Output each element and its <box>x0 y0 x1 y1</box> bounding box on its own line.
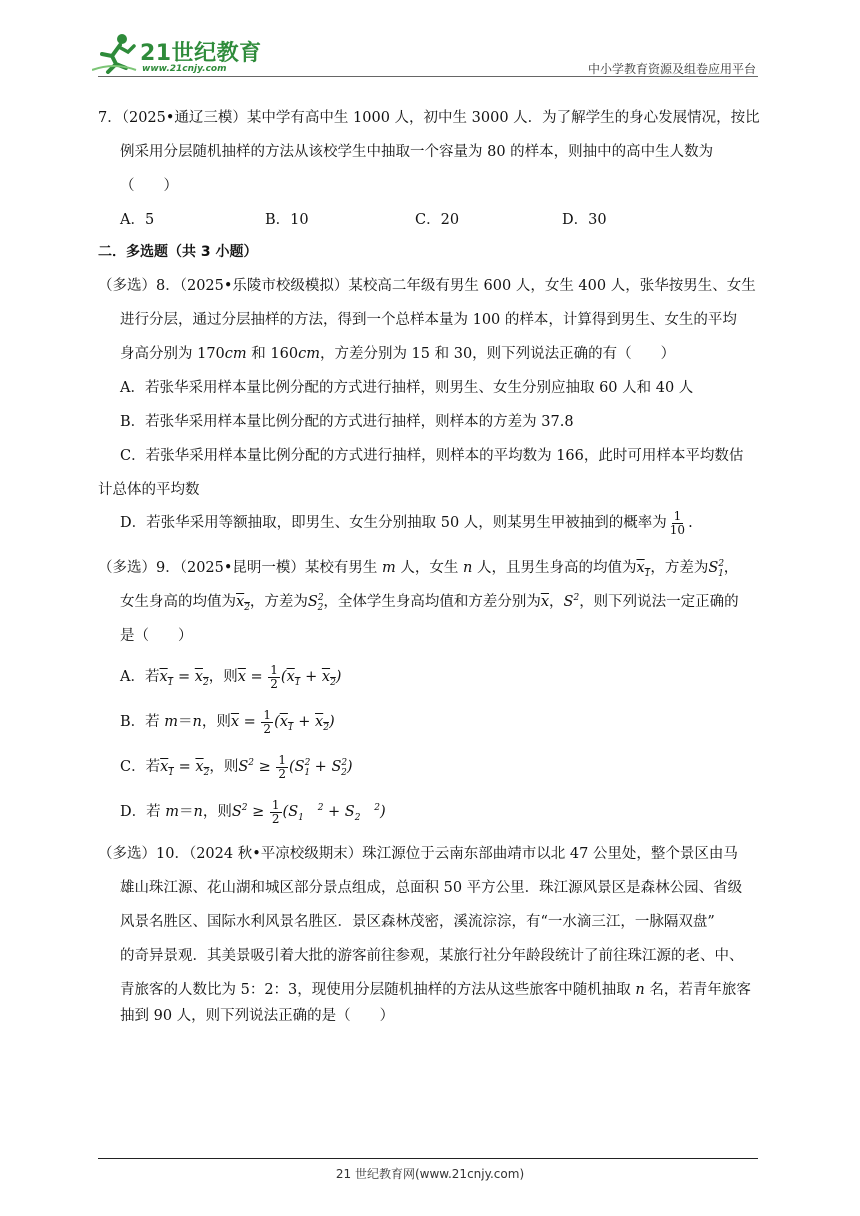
q7-option-d: D．30 <box>562 212 607 228</box>
q9-option-b: B．若 m＝n，则$\overline{x}$ = $\frac{1}{2}$ $(x_1 + x_2)$ <box>120 708 335 736</box>
footer-divider <box>98 1158 758 1159</box>
q7-line1: 7．（2025•通辽三模）某中学有高中生 1000 人，初中生 3000 人．为了解学生的身心发展情况，按比 <box>98 110 760 126</box>
q8-option-c1: C．若张华采用样本量比例分配的方式进行抽样，则样本的平均数为 166，此时可用样本平均数估 <box>120 448 744 464</box>
q7-option-b: B．10 <box>265 212 309 228</box>
q8-line3: 身高分别为 170cm 和 160cm，方差分别为 15 和 30，则下列说法正确的有（ ） <box>120 346 676 362</box>
section-title: 二．多选题（共 3 小题） <box>98 244 258 260</box>
q9-line1: （多选）9．（2025•昆明一模）某校有男生 m 人，女生 n 人，且男生身高的均值为$x_1$，方差为$S^2_1$， <box>98 559 739 579</box>
header-divider <box>98 76 758 77</box>
q8-line1: （多选）8．（2025•乐陵市校级模拟）某校高二年级有男生 600 人，女生 400 人，张华按男生、女生 <box>98 278 756 294</box>
site-logo <box>92 30 272 78</box>
logo-text: 21世纪教育 <box>140 41 262 66</box>
runner-icon <box>92 32 138 74</box>
fraction: $\frac{1}{10}$ <box>669 509 686 537</box>
q9-line3: 是（ ） <box>120 628 193 644</box>
q8-line2: 进行分层，通过分层抽样的方法，得到一个总样本量为 100 的样本，计算得到男生、女生的平均 <box>120 312 737 328</box>
q8-option-c2: 计总体的平均数 <box>98 482 200 498</box>
q10-line4: 的奇异景观．其美景吸引着大批的游客前往参观，某旅行社分年龄段统计了前往珠江源的老、中、 <box>120 948 744 964</box>
q7-line3: （ ） <box>120 178 178 194</box>
q9-option-a: A．若$x_1 = x_2$，则$\overline{x}$ = $\frac{1}{2}$ $(x_1 + x_2)$ <box>120 663 342 691</box>
q7-option-c: C．20 <box>415 212 460 228</box>
q9-line2: 女生身高的均值为$x_2$，方差为$S^2_2$，全体学生身高均值和方差分别为$\overline{x}$，$S^2$，则下列说法一定正确的 <box>120 593 739 613</box>
q10-line5: 青旅客的人数比为 5：2：3，现使用分层随机抽样的方法从这些旅客中随机抽取 n 名，若青年旅客 <box>120 982 751 998</box>
platform-title: 中小学教育资源及组卷应用平台 <box>587 62 756 76</box>
footer-text: 21 世纪教育网(www.21cnjy.com) <box>335 1167 525 1181</box>
q7-line2: 例采用分层随机抽样的方法从该校学生中抽取一个容量为 80 的样本，则抽中的高中生人数为 <box>120 144 714 160</box>
q10-line2: 雄山珠江源、花山湖和城区部分景点组成，总面积 50 平方公里．珠江源风景区是森林公园、省级 <box>120 880 743 896</box>
q8-option-a: A．若张华采用样本量比例分配的方式进行抽样，则男生、女生分别应抽取 60 人和 40 人 <box>120 380 694 396</box>
q10-line3: 风景名胜区、国际水利风景名胜区．景区森林茂密，溪流淙淙，有“一水滴三江，一脉隔双盘” <box>120 914 715 930</box>
q7-option-a: A．5 <box>120 212 155 228</box>
q8-option-b: B．若张华采用样本量比例分配的方式进行抽样，则样本的方差为 37.8 <box>120 414 574 430</box>
q8-option-d: D．若张华采用等额抽取，即男生、女生分别抽取 50 人，则某男生甲被抽到的概率为 $\frac{1}{10}$ . <box>120 509 693 537</box>
logo-url: www.21cnjy.com <box>142 64 227 74</box>
q10-line6: 抽到 90 人，则下列说法正确的是（ ） <box>120 1008 395 1024</box>
q10-line1: （多选）10．（2024 秋•平凉校级期末）珠江源位于云南东部曲靖市以北 47 公里处，整个景区由马 <box>98 846 738 862</box>
q9-option-c: C．若$x_1 = x_2$，则$S^2$ ≥ $\frac{1}{2}$ $(S^2_1 + S^2_2)$ <box>120 753 353 781</box>
q9-option-d: D．若 m＝n，则$S^2$ ≥ $\frac{1}{2}$ ($S_1$ $^2 + S_2$ $^2$) <box>120 798 386 826</box>
